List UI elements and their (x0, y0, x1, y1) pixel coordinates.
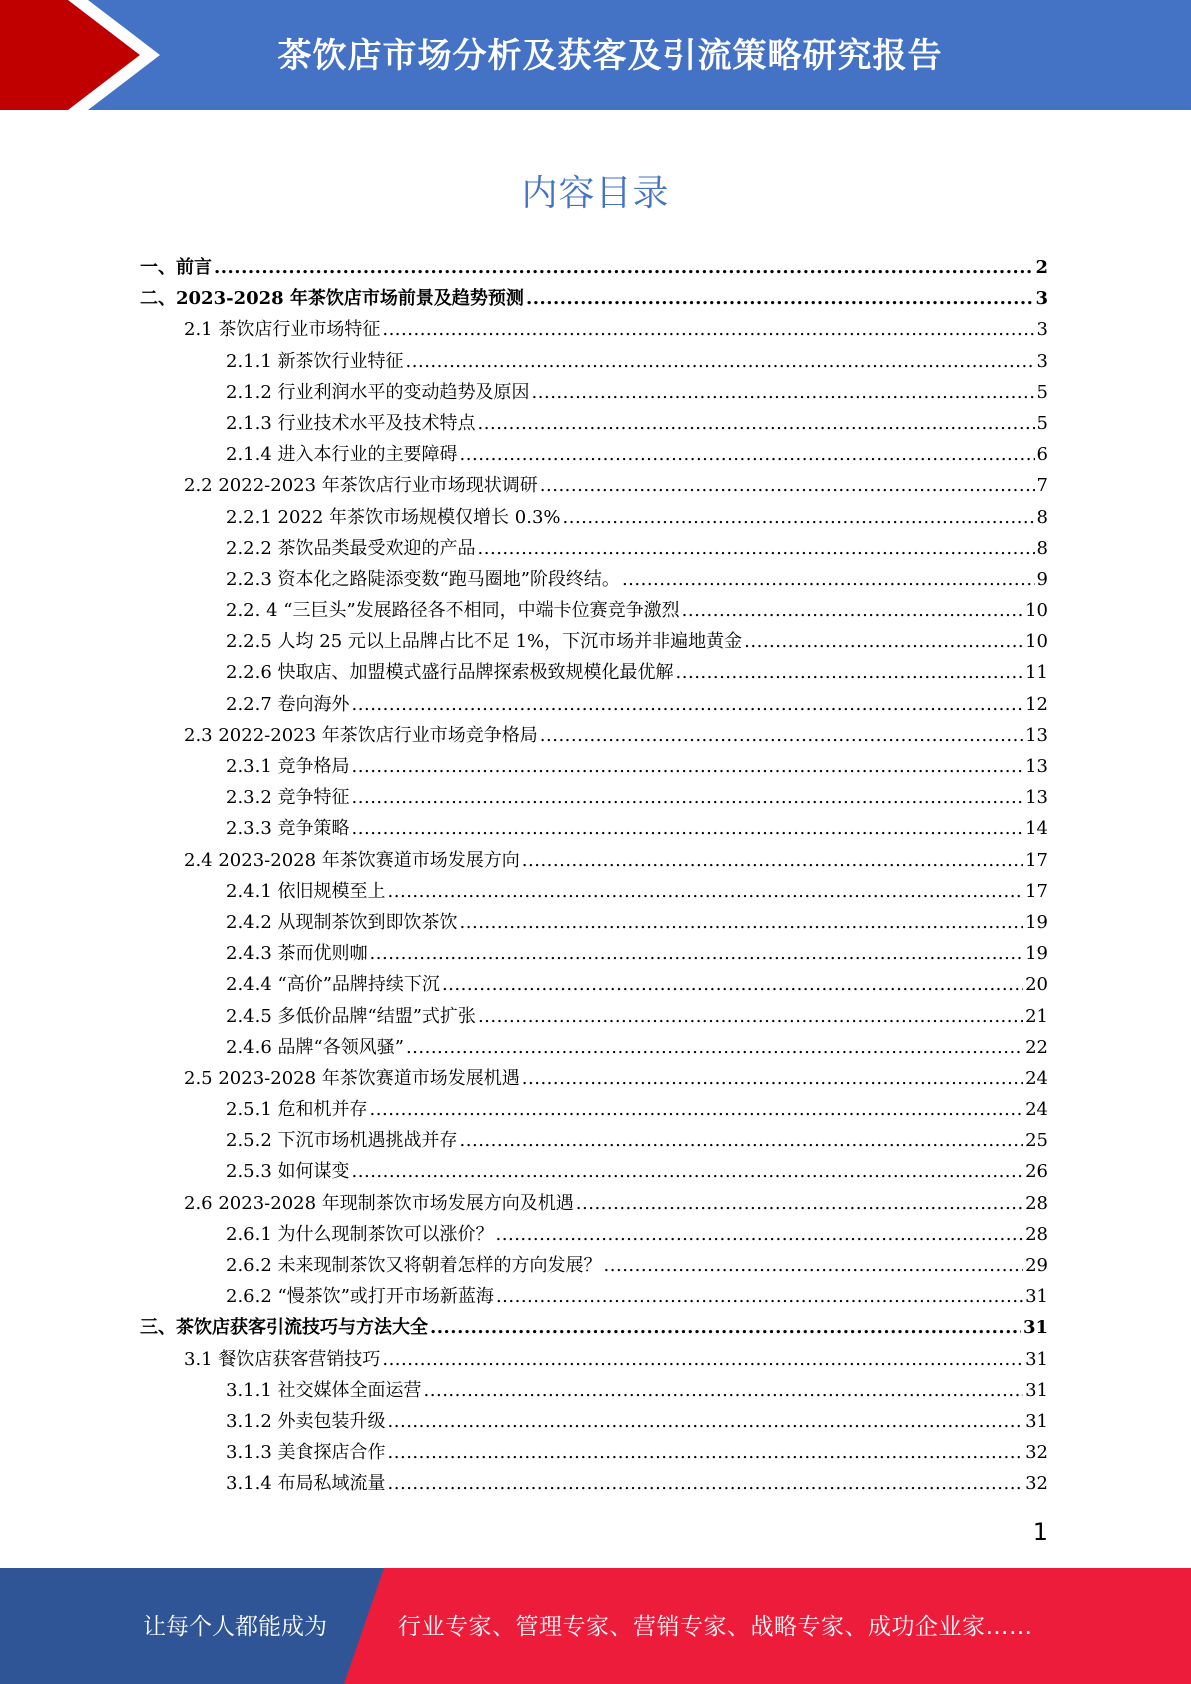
toc-entry[interactable] (140, 439, 1048, 470)
toc-dot-leader (406, 1032, 1023, 1063)
toc-entry-label: 2.1.4 进入本行业的主要障碍 (226, 444, 458, 466)
toc-entry-page: 28 (1025, 1223, 1048, 1245)
toc-entry[interactable] (140, 533, 1048, 564)
footer-slogan-right: 行业专家、管理专家、营销专家、战略专家、成功企业家…… (398, 1614, 1033, 1640)
toc-entry-page: 9 (1036, 568, 1048, 590)
toc-dot-leader (496, 1219, 1024, 1250)
toc-entry-page: 17 (1025, 849, 1048, 871)
toc-entry[interactable] (140, 1468, 1048, 1499)
page-number: 1 (1032, 1518, 1048, 1546)
toc-entry[interactable] (140, 969, 1048, 1000)
toc-entry-label: 2.5.1 危和机并存 (226, 1099, 368, 1121)
toc-entry-label: 2.6.2 “慢茶饮”或打开市场新蓝海 (226, 1286, 494, 1308)
toc-entry-label: 2.1.3 行业技术水平及技术特点 (226, 412, 476, 434)
document-title: 茶饮店市场分析及获客及引流策略研究报告 (277, 36, 943, 76)
toc-entry-label: 2.2. 4 “三巨头”发展路径各不相同，中端卡位赛竞争激烈 (226, 600, 680, 622)
toc-dot-leader (532, 377, 1035, 408)
toc-dot-leader (352, 813, 1024, 844)
toc-entry[interactable] (140, 782, 1048, 813)
toc-entry-label: 2.2.3 资本化之路陡添变数“跑马圈地”阶段终结。 (226, 568, 620, 590)
toc-entry[interactable] (140, 1063, 1048, 1094)
toc-entry[interactable] (140, 689, 1048, 720)
toc-entry-label: 3.1 餐饮店获客营销技巧 (184, 1348, 381, 1370)
toc-entry-label: 2.4 2023-2028 年茶饮赛道市场发展方向 (184, 849, 520, 871)
toc-entry-label: 2.4.3 茶而优则咖 (226, 943, 368, 965)
toc-dot-leader (576, 1188, 1023, 1219)
toc-entry-page: 28 (1025, 1192, 1048, 1214)
toc-entry-page: 13 (1025, 724, 1048, 746)
toc-entry-label: 2.2.1 2022 年茶饮市场规模仅增长 0.3% (226, 506, 561, 528)
toc-entry-page: 31 (1022, 1317, 1048, 1339)
toc-entry-label: 3.1.3 美食探店合作 (226, 1442, 386, 1464)
toc-entry[interactable] (140, 751, 1048, 782)
toc-entry-label: 2.6.2 未来现制茶饮又将朝着怎样的方向发展？ (226, 1255, 602, 1276)
toc-dot-leader (214, 252, 1033, 283)
toc-entry-page: 6 (1036, 444, 1048, 466)
toc-entry-page: 3 (1036, 319, 1048, 341)
toc-entry-label: 2.6.1 为什么现制茶饮可以涨价？ (226, 1223, 494, 1245)
toc-entry[interactable] (140, 502, 1048, 533)
toc-dot-leader (540, 720, 1023, 751)
toc-dot-leader (496, 1281, 1023, 1312)
table-of-contents (140, 252, 1048, 1500)
toc-entry-page: 11 (1025, 662, 1048, 684)
toc-entry[interactable] (140, 1312, 1048, 1343)
toc-entry[interactable] (140, 1001, 1048, 1032)
toc-entry[interactable] (140, 595, 1048, 626)
page-footer (0, 1568, 1191, 1684)
toc-dot-leader (352, 751, 1024, 782)
toc-entry[interactable] (140, 1437, 1048, 1468)
toc-dot-leader (388, 1406, 1024, 1437)
toc-entry-page: 13 (1025, 787, 1048, 809)
toc-entry-page: 32 (1025, 1442, 1048, 1464)
toc-entry-page: 31 (1025, 1379, 1048, 1401)
toc-entry[interactable] (140, 1281, 1048, 1312)
toc-dot-leader (406, 346, 1035, 377)
toc-entry-label: 2.4.1 依旧规模至上 (226, 880, 386, 902)
toc-dot-leader (352, 782, 1024, 813)
toc-entry[interactable] (140, 408, 1048, 439)
toc-entry-page: 5 (1036, 412, 1048, 434)
toc-dot-leader (388, 1468, 1024, 1499)
toc-dot-leader (382, 314, 1034, 345)
toc-dot-leader (430, 1312, 1021, 1343)
toc-entry-label: 2.1.1 新茶饮行业特征 (226, 350, 404, 372)
toc-dot-leader (460, 1125, 1024, 1156)
toc-entry[interactable] (140, 813, 1048, 844)
toc-entry-page: 7 (1036, 475, 1048, 497)
toc-entry-label: 2.4.4 “高价”品牌持续下沉 (226, 974, 440, 996)
toc-dot-leader (370, 1094, 1024, 1125)
toc-entry[interactable] (140, 1125, 1048, 1156)
toc-dot-leader (388, 876, 1024, 907)
toc-dot-leader (682, 595, 1023, 626)
toc-entry-page: 12 (1025, 693, 1048, 715)
toc-entry-label: 2.3.2 竞争特征 (226, 787, 350, 809)
toc-entry-page: 24 (1025, 1099, 1048, 1121)
toc-entry-page: 24 (1025, 1067, 1048, 1089)
toc-entry-page: 31 (1025, 1348, 1048, 1370)
toc-heading: 内容目录 (521, 173, 670, 214)
toc-dot-leader (352, 689, 1024, 720)
toc-entry[interactable] (140, 377, 1048, 408)
toc-dot-leader (460, 439, 1035, 470)
toc-entry-label: 2.2.5 人均 25 元以上品牌占比不足 1%，下沉市场并非遍地黄金 (226, 631, 743, 653)
toc-entry-page: 21 (1025, 1005, 1048, 1027)
toc-dot-leader (540, 470, 1035, 501)
toc-entry[interactable] (140, 1032, 1048, 1063)
toc-dot-leader (370, 938, 1024, 969)
toc-entry[interactable] (140, 346, 1048, 377)
toc-dot-leader (563, 502, 1035, 533)
toc-dot-leader (526, 283, 1034, 314)
toc-entry-page: 29 (1025, 1255, 1048, 1276)
toc-entry-label: 三、茶饮店获客引流技巧与方法大全 (140, 1317, 428, 1339)
toc-entry-label: 3.1.2 外卖包装升级 (226, 1410, 386, 1432)
toc-entry-label: 2.6 2023-2028 年现制茶饮市场发展方向及机遇 (184, 1192, 574, 1214)
toc-entry-label: 2.2.7 卷向海外 (226, 693, 350, 715)
toc-dot-leader (522, 1063, 1023, 1094)
toc-entry[interactable] (140, 1406, 1048, 1437)
toc-entry-label: 2.5.2 下沉市场机遇挑战并存 (226, 1130, 458, 1152)
toc-entry-label: 2.4.5 多低价品牌“结盟”式扩张 (226, 1005, 476, 1027)
toc-entry[interactable] (140, 564, 1048, 595)
toc-entry-label: 2.3.3 竞争策略 (226, 818, 350, 840)
toc-entry[interactable] (140, 252, 1048, 283)
toc-dot-leader (622, 564, 1035, 595)
toc-entry-page: 8 (1036, 537, 1048, 559)
page-header (0, 0, 1191, 110)
toc-entry[interactable] (140, 1219, 1048, 1250)
toc-dot-leader (442, 969, 1023, 1000)
toc-dot-leader (460, 907, 1024, 938)
toc-dot-leader (352, 1156, 1024, 1187)
toc-entry-page: 5 (1036, 381, 1048, 403)
toc-entry[interactable] (140, 626, 1048, 657)
toc-entry-label: 3.1.1 社交媒体全面运营 (226, 1379, 422, 1401)
toc-entry-page: 3 (1036, 350, 1048, 372)
toc-entry-page: 8 (1036, 506, 1048, 528)
toc-dot-leader (478, 533, 1035, 564)
toc-entry-page: 2 (1035, 257, 1048, 278)
toc-entry-page: 31 (1025, 1410, 1048, 1432)
toc-dot-leader (388, 1437, 1024, 1468)
toc-entry[interactable] (140, 938, 1048, 969)
toc-entry-page: 22 (1025, 1036, 1048, 1058)
toc-dot-leader (522, 845, 1023, 876)
header-chevron-decoration (0, 0, 160, 110)
toc-entry-page: 3 (1035, 288, 1048, 310)
toc-entry[interactable] (140, 314, 1048, 345)
toc-dot-leader (424, 1375, 1024, 1406)
toc-entry-label: 二、2023-2028 年茶饮店市场前景及趋势预测 (140, 288, 524, 310)
toc-entry-label: 2.5 2023-2028 年茶饮赛道市场发展机遇 (184, 1067, 520, 1089)
toc-dot-leader (478, 408, 1035, 439)
toc-entry-page: 13 (1025, 756, 1048, 777)
toc-entry-page: 32 (1025, 1473, 1048, 1495)
toc-entry[interactable] (140, 1250, 1048, 1281)
toc-entry[interactable] (140, 1094, 1048, 1125)
toc-entry[interactable] (140, 657, 1048, 688)
toc-entry-page: 10 (1025, 631, 1048, 653)
toc-entry[interactable] (140, 720, 1048, 751)
toc-entry[interactable] (140, 876, 1048, 907)
toc-entry-page: 10 (1025, 600, 1048, 622)
toc-entry[interactable] (140, 470, 1048, 501)
toc-entry-page: 31 (1025, 1286, 1048, 1308)
toc-entry-label: 2.3.1 竞争格局 (226, 756, 350, 777)
toc-entry-label: 2.2.6 快取店、加盟模式盛行品牌探索极致规模化最优解 (226, 662, 674, 684)
toc-entry-label: 2.1 茶饮店行业市场特征 (184, 319, 381, 341)
toc-entry-page: 25 (1025, 1130, 1048, 1152)
toc-entry-label: 2.2.2 茶饮品类最受欢迎的产品 (226, 537, 476, 559)
toc-entry-page: 20 (1025, 974, 1048, 996)
toc-entry-page: 17 (1025, 880, 1048, 902)
toc-entry[interactable] (140, 845, 1048, 876)
toc-entry-label: 一、前言 (140, 257, 212, 278)
toc-dot-leader (604, 1250, 1024, 1281)
toc-entry[interactable] (140, 1188, 1048, 1219)
toc-entry[interactable] (140, 283, 1048, 314)
toc-entry[interactable] (140, 1344, 1048, 1375)
toc-entry[interactable] (140, 907, 1048, 938)
toc-entry-label: 2.2 2022-2023 年茶饮店行业市场现状调研 (184, 475, 538, 497)
toc-entry-label: 2.4.2 从现制茶饮到即饮茶饮 (226, 911, 458, 933)
toc-entry-label: 2.1.2 行业利润水平的变动趋势及原因 (226, 381, 530, 403)
toc-dot-leader (382, 1344, 1023, 1375)
toc-dot-leader (676, 657, 1024, 688)
toc-entry-label: 3.1.4 布局私域流量 (226, 1473, 386, 1495)
toc-dot-leader (744, 626, 1023, 657)
toc-entry-page: 19 (1025, 943, 1048, 965)
toc-entry-page: 19 (1025, 911, 1048, 933)
toc-dot-leader (478, 1001, 1023, 1032)
toc-entry-label: 2.3 2022-2023 年茶饮店行业市场竞争格局 (184, 724, 538, 746)
toc-entry-page: 14 (1025, 818, 1048, 840)
toc-entry-page: 26 (1025, 1161, 1048, 1183)
footer-slogan-left: 让每个人都能成为 (143, 1614, 327, 1640)
toc-entry-label: 2.5.3 如何谋变 (226, 1161, 350, 1183)
toc-entry[interactable] (140, 1375, 1048, 1406)
toc-entry[interactable] (140, 1156, 1048, 1187)
toc-entry-label: 2.4.6 品牌“各领风骚” (226, 1036, 404, 1058)
